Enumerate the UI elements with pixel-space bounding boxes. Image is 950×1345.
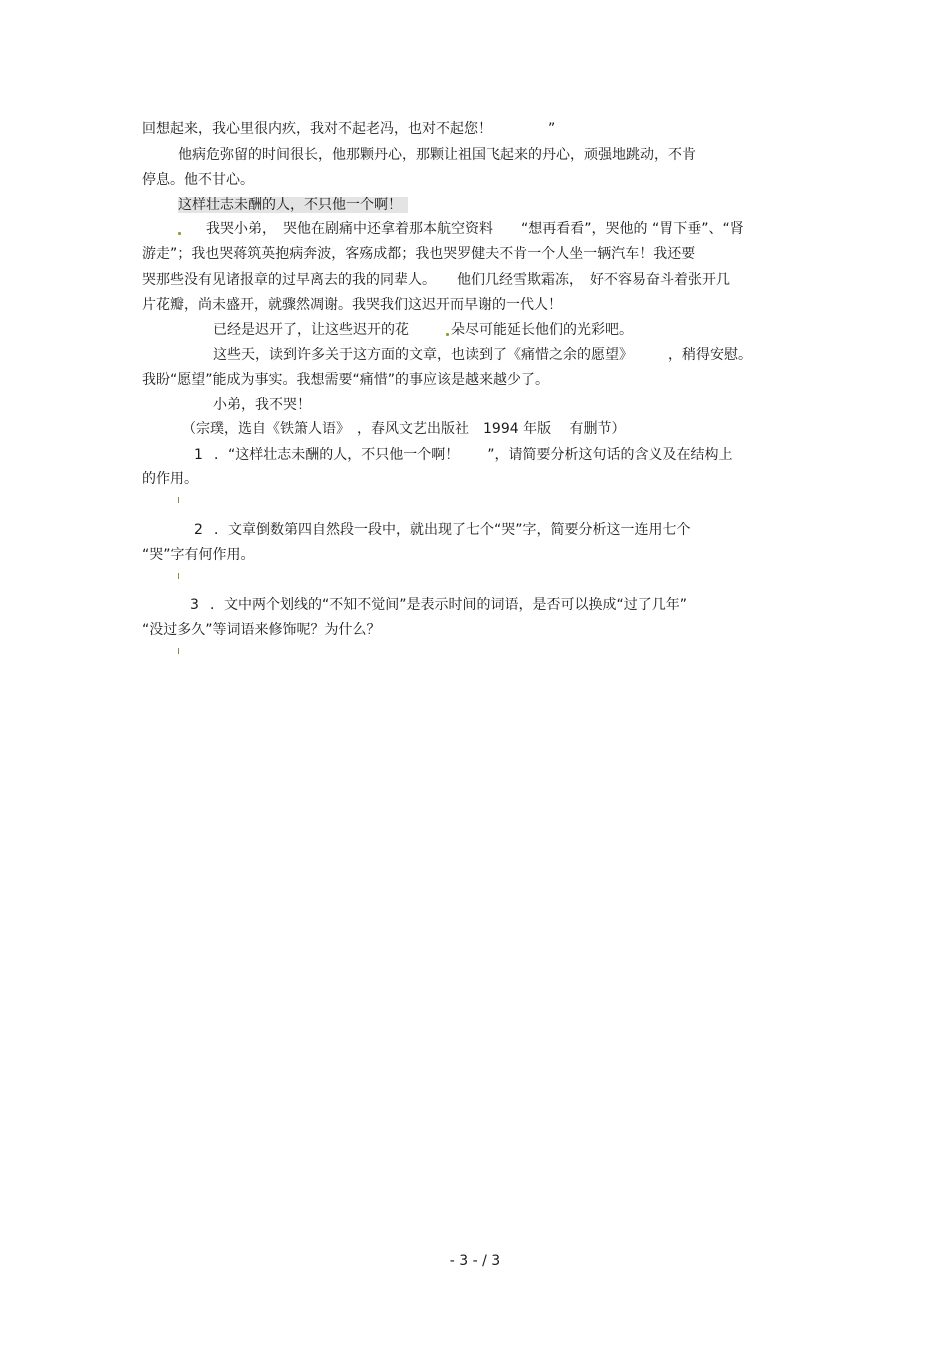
paragraph-line: 朵尽可能延长他们的光彩吧。 xyxy=(451,322,633,338)
paragraph-line: 回想起来，我心里很内疚，我对不起老冯，也对不起您！ ” xyxy=(142,121,556,137)
answer-mark-icon xyxy=(178,497,179,503)
answer-mark-icon xyxy=(178,648,179,654)
paragraph-line: 哭那些没有见诸报章的过早离去的我的同辈人。 他们几经雪欺霜冻， 好不容易奋斗着张开几 xyxy=(142,272,730,288)
highlight-text: 这样壮志未酬的人，不只他一个啊！ xyxy=(178,197,408,213)
question-number: 1 xyxy=(194,447,203,463)
question-text: “哭”字有何作用。 xyxy=(142,547,255,563)
page-number: - 3 - / 3 xyxy=(449,1253,501,1269)
paragraph-line: 他病危弥留的时间很长，他那颗丹心，那颗让祖国飞起来的丹心，顽强地跳动，不肯 xyxy=(178,147,696,163)
question-text: ．“这样壮志未酬的人，不只他一个啊！ ”，请简要分析这句话的含义及在结构上 xyxy=(214,447,733,463)
paragraph-line: 这些天，读到许多关于这方面的文章，也读到了《痛惜之余的愿望》 ，稍得安慰。 xyxy=(213,347,752,363)
highlighted-sentence xyxy=(178,196,408,214)
question-number: 2 xyxy=(194,522,203,538)
question-text: 的作用。 xyxy=(142,471,198,487)
question-number: 3 xyxy=(190,597,199,613)
answer-mark-icon xyxy=(178,573,179,579)
paragraph-line: 小弟，我不哭！ xyxy=(213,397,311,413)
annotation-mark-icon xyxy=(178,232,181,235)
paragraph-line: 片花瓣，尚未盛开，就骤然凋谢。我哭我们这迟开而早谢的一代人！ xyxy=(142,297,562,313)
question-text: “没过多久”等词语来修饰呢？为什么？ xyxy=(142,622,381,638)
paragraph-line: 游走”；我也哭蒋筑英抱病奔波，客殇成都；我也哭罗健夫不肯一个人坐一辆汽车！我还要 xyxy=(142,246,696,262)
annotation-mark-icon xyxy=(446,333,449,336)
paragraph-line: 停息。他不甘心。 xyxy=(142,172,254,188)
paragraph-line: 我盼“愿望”能成为事实。我想需要“痛惜”的事应该是越来越少了。 xyxy=(142,372,550,388)
question-text: ．文章倒数第四自然段一段中，就出现了七个“哭”字，简要分析这一连用七个 xyxy=(214,522,691,538)
source-citation: （宗璞，选自《铁箫人语》 ，春风文艺出版社 1994 年版 有删节） xyxy=(182,421,626,437)
paragraph-line: 我哭小弟， 哭他在剧痛中还拿着那本航空资料 “想再看看”，哭他的 “胃下垂”、“肾 xyxy=(206,221,744,237)
question-text: ．文中两个划线的“不知不觉间”是表示时间的词语，是否可以换成“过了几年” xyxy=(210,597,688,613)
paragraph-line: 已经是迟开了，让这些迟开的花 xyxy=(213,322,409,338)
